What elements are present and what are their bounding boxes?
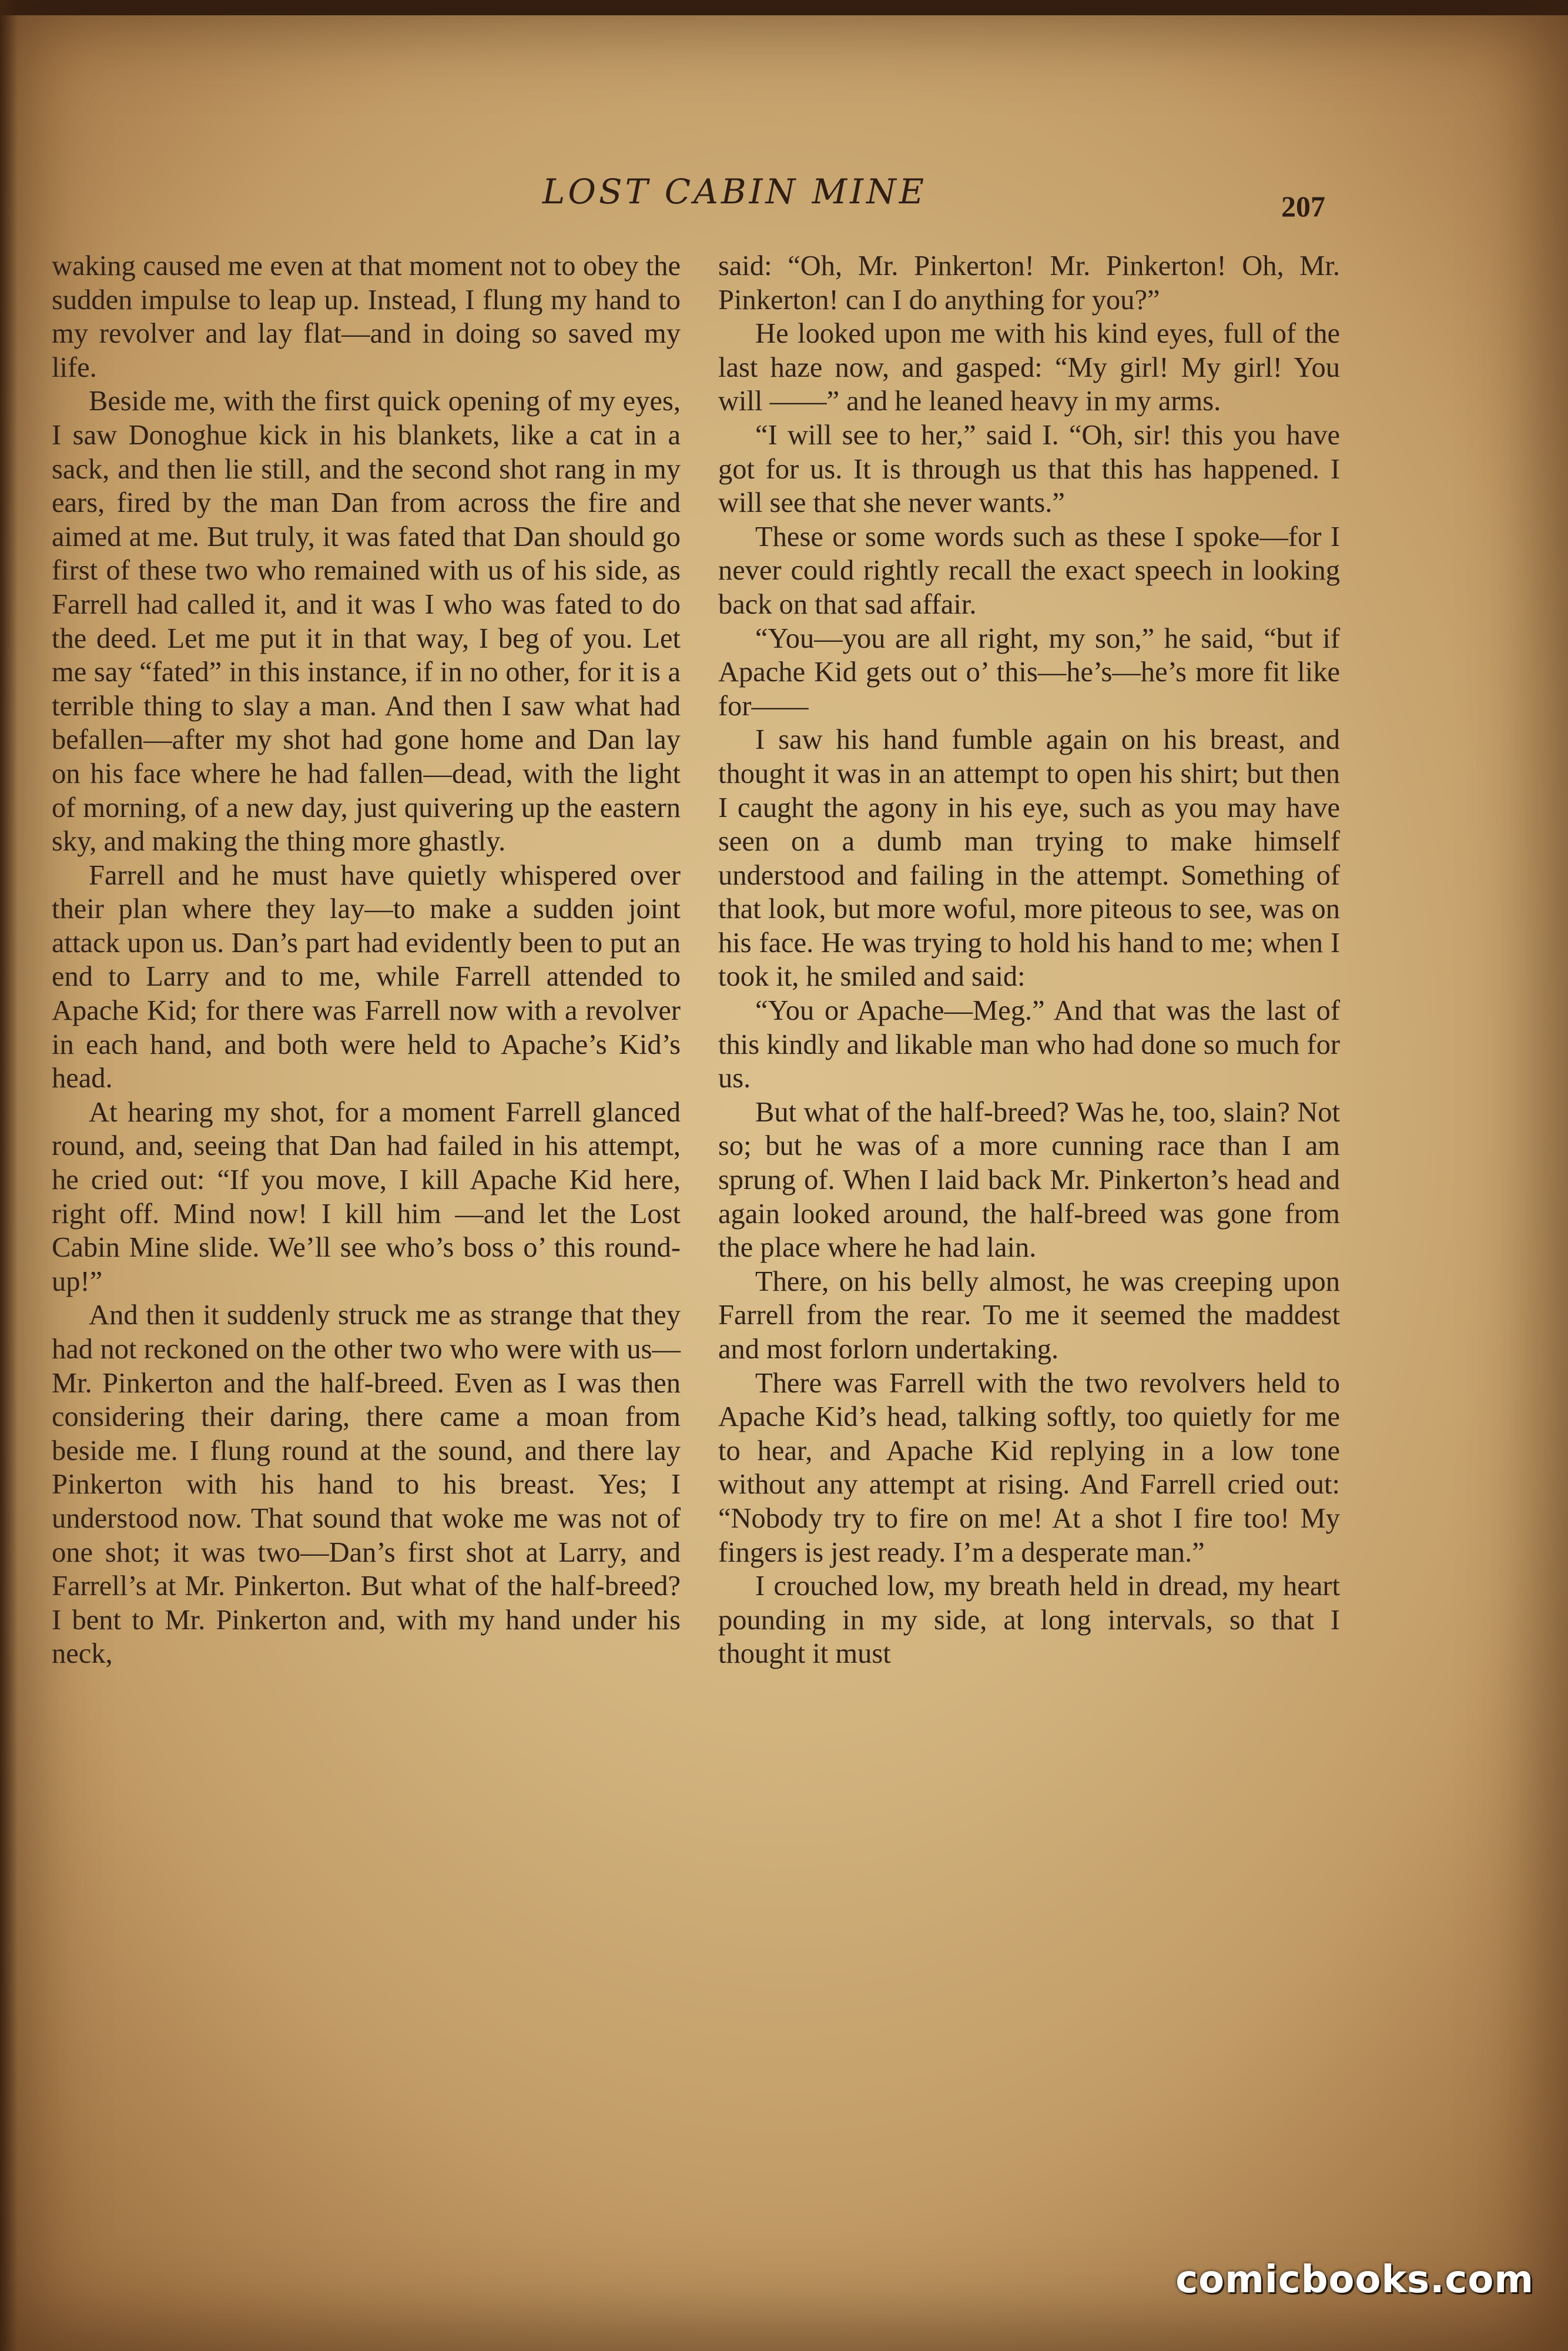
scan-top-edge	[0, 0, 1568, 15]
right-text-column	[718, 249, 1340, 1671]
paragraph: “I will see to her,” said I. “Oh, sir! this you have got for us. It is through us that this has happened. I will see that she never wants.”	[718, 419, 1340, 519]
paragraph: But what of the half-breed? Was he, too, slain? Not so; but he was of a more cunning race than I am sprung of. When I laid back Mr. Pinkerton’s head and again looked around, the half-breed was gone from the place where he had lain.	[718, 1096, 1340, 1264]
paragraph: I saw his hand fumble again on his breast, and thought it was in an attempt to open his shirt; but then I caught the agony in his eye, such as you may have seen on a dumb man trying to make himself understood and failing in the attempt. Something of that look, but more woful, more piteous to see, was on his face. He was trying to hold his hand to me; when I took it, he smiled and said:	[718, 724, 1340, 993]
left-text-column	[52, 249, 681, 1671]
paragraph: Farrell and he must have quietly whispered over their plan where they lay—to make a sudden joint attack upon us. Dan’s part had evidently been to put an end to Larry and to me, while Farrell attended to Apache Kid; for there was Farrell now with a revolver in each hand, and both were held to Apache’s Kid’s head.	[52, 859, 681, 1094]
paragraph: “You—you are all right, my son,” he said, “but if Apache Kid gets out o’ this—he’s—he’s more fit like for——	[718, 622, 1340, 722]
paragraph: At hearing my shot, for a moment Farrell glanced round, and, seeing that Dan had failed in his attempt, he cried out: “If you move, I kill Apache Kid here, right off. Mind now! I kill him —and let the Lost Cabin Mine slide. We’ll see who’s boss o’ this round-up!”	[52, 1096, 681, 1297]
paragraph: said: “Oh, Mr. Pinkerton! Mr. Pinkerton! Oh, Mr. Pinkerton! can I do anything for you?”	[718, 250, 1340, 316]
site-watermark: comicbooks.com	[1175, 2258, 1534, 2302]
scan-left-edge	[0, 0, 18, 2351]
paragraph: He looked upon me with his kind eyes, full of the last haze now, and gasped: “My girl! My girl! You will ——” and he leaned heavy in my arms.	[718, 318, 1340, 417]
paragraph: And then it suddenly struck me as strange that they had not reckoned on the other two who were with us—Mr. Pinkerton and the half-breed. Even as I was then considering their daring, there came a moan from beside me. I flung round at the sound, and there lay Pinkerton with his hand to his breast. Yes; I understood now. That sound that woke me was not of one shot; it was two—Dan’s first shot at Larry, and Farrell’s at Mr. Pinkerton. But what of the half-breed? I bent to Mr. Pinkerton and, with my hand under his neck,	[52, 1300, 681, 1670]
paragraph: There was Farrell with the two revolvers held to Apache Kid’s head, talking softly, too quietly for me to hear, and Apache Kid replying in a low tone without any attempt at rising. And Farrell cried out: “Nobody try to fire on me! At a shot I fire too! My fingers is jest ready. I’m a desperate man.”	[718, 1367, 1340, 1568]
running-title: LOST CABIN MINE	[542, 172, 927, 212]
paragraph: These or some words such as these I spoke—for I never could rightly recall the exact speech in looking back on that sad affair.	[718, 521, 1340, 620]
paragraph: waking caused me even at that moment not to obey the sudden impulse to leap up. Instead, I flung my hand to my revolver and lay flat—and in doing so saved my life.	[52, 250, 681, 383]
paragraph: There, on his belly almost, he was creeping upon Farrell from the rear. To me it seemed the maddest and most forlorn undertaking.	[718, 1265, 1340, 1365]
paragraph: “You or Apache—Meg.” And that was the last of this kindly and likable man who had done so much for us.	[718, 995, 1340, 1094]
paragraph: Beside me, with the first quick opening of my eyes, I saw Donoghue kick in his blankets, like a cat in a sack, and then lie still, and the second shot rang in my ears, fired by the man Dan from across the fire and aimed at me. But truly, it was fated that Dan should go first of these two who remained with us of his side, as Farrell had called it, and it was I who was fated to do the deed. Let me put it in that way, I beg of you. Let me say “fated” in this instance, if in no other, for it is a terrible thing to slay a man. And then I saw what had befallen—after my shot had gone home and Dan lay on his face where he had fallen—dead, with the light of morning, of a new day, just quivering up the eastern sky, and making the thing more ghastly.	[52, 386, 681, 858]
page-number: 207	[1281, 190, 1325, 223]
paragraph: I crouched low, my breath held in dread, my heart pounding in my side, at long intervals, so that I thought it must	[718, 1570, 1340, 1670]
